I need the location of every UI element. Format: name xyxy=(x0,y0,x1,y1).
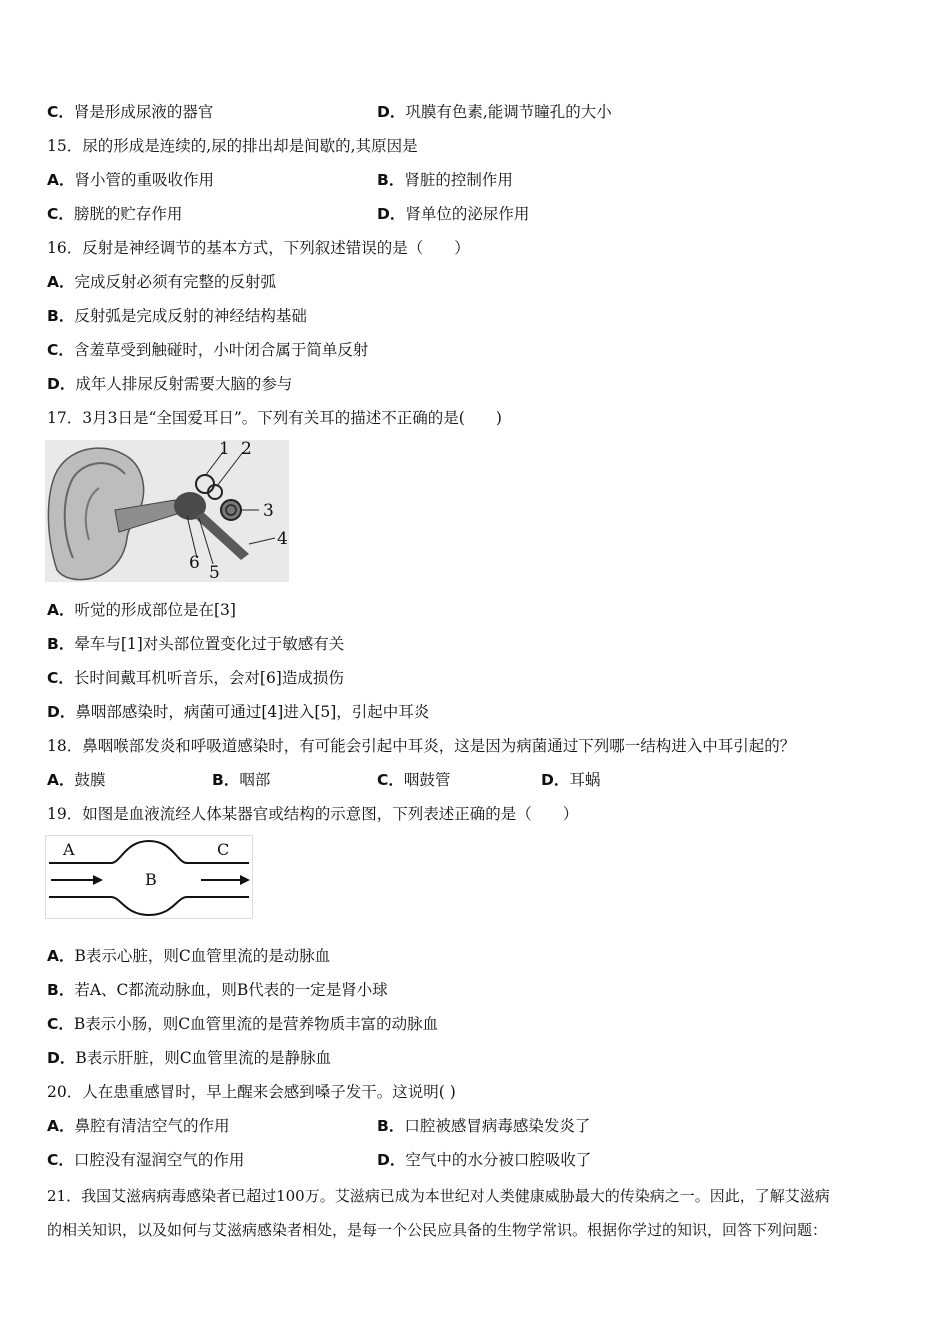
option-text: 听觉的形成部位是在[3] xyxy=(74,601,236,619)
q18-option-d xyxy=(541,770,600,790)
option-text: 含羞草受到触碰时，小叶闭合属于简单反射 xyxy=(73,341,369,359)
q20-option-d xyxy=(377,1150,591,1170)
option-label: D． xyxy=(377,205,406,223)
q18-option-a xyxy=(47,770,106,790)
option-text: 空气中的水分被口腔吸收了 xyxy=(405,1151,592,1169)
option-text: 咽鼓管 xyxy=(403,771,451,789)
q16-stem: 16．反射是神经调节的基本方式，下列叙述错误的是（ ） xyxy=(47,239,470,257)
option-text: 巩膜有色素,能调节瞳孔的大小 xyxy=(405,103,612,121)
q19-stem: 19．如图是血液流经人体某器官或结构的示意图，下列表述正确的是（ ） xyxy=(47,805,579,823)
option-label: B． xyxy=(377,171,405,189)
q18-stem: 18．鼻咽喉部发炎和呼吸道感染时，有可能会引起中耳炎，这是因为病菌通过下列哪一结构进入中耳引起的？ xyxy=(47,737,796,755)
q19-option-d xyxy=(47,1048,331,1068)
option-label: D． xyxy=(47,375,76,393)
option-text: 鼻咽部感染时，病菌可通过[4]进入[5]，引起中耳炎 xyxy=(75,703,430,721)
option-text: 咽部 xyxy=(239,771,271,789)
option-text: 反射弧是完成反射的神经结构基础 xyxy=(74,307,307,325)
option-label: C． xyxy=(47,669,74,687)
q19-option-b xyxy=(47,980,388,1000)
q20-option-c xyxy=(47,1150,244,1170)
option-label: C． xyxy=(377,771,404,789)
option-label: A． xyxy=(47,1117,75,1135)
option-text: 长时间戴耳机听音乐，会对[6]造成损伤 xyxy=(73,669,344,687)
option-text: 成年人排尿反射需要大脑的参与 xyxy=(75,375,293,393)
option-text: 肾单位的泌尿作用 xyxy=(405,205,530,223)
q17-option-b xyxy=(47,634,344,654)
q16-option-c xyxy=(47,340,368,360)
q19-option-c xyxy=(47,1014,438,1034)
ear-label-1: 1 xyxy=(219,440,230,459)
ear-label-2: 2 xyxy=(241,440,252,459)
option-label: B． xyxy=(47,307,75,325)
option-label: B． xyxy=(377,1117,405,1135)
option-label: C． xyxy=(47,341,74,359)
option-label: A． xyxy=(47,947,75,965)
q19-option-a xyxy=(47,946,330,966)
ear-label-6: 6 xyxy=(189,553,200,573)
q17-option-a xyxy=(47,600,236,620)
q15-option-c xyxy=(47,204,182,224)
option-label: D． xyxy=(541,771,570,789)
q18-option-c xyxy=(377,770,450,790)
option-label: C． xyxy=(47,103,74,121)
option-text: 口腔被感冒病毒感染发炎了 xyxy=(404,1117,591,1135)
option-text: 鼻腔有清洁空气的作用 xyxy=(74,1117,230,1135)
option-label: A． xyxy=(47,771,75,789)
q17-option-c xyxy=(47,668,344,688)
q15-option-b xyxy=(377,170,513,190)
option-text: 肾是形成尿液的器官 xyxy=(73,103,214,121)
option-label: B． xyxy=(47,981,75,999)
option-text: B表示小肠，则C血管里流的是营养物质丰富的动脉血 xyxy=(73,1015,439,1033)
option-label: B． xyxy=(47,635,75,653)
q21-stem-line-2: 的相关知识，以及如何与艾滋病感染者相处，是每一个公民应具备的生物学常识。根据你学过的知识，回答下列问题： xyxy=(47,1221,828,1239)
option-text: 口腔没有湿润空气的作用 xyxy=(73,1151,245,1169)
option-text: 肾脏的控制作用 xyxy=(404,171,513,189)
option-text: 完成反射必须有完整的反射弧 xyxy=(74,273,277,291)
q20-option-b xyxy=(377,1116,590,1136)
q17-option-d xyxy=(47,702,429,722)
option-label: C． xyxy=(47,1015,74,1033)
option-label: D． xyxy=(47,703,76,721)
option-label: C． xyxy=(47,205,74,223)
q16-option-b xyxy=(47,306,307,326)
option-text: 膀胱的贮存作用 xyxy=(73,205,183,223)
option-text: 鼓膜 xyxy=(74,771,106,789)
ear-label-4: 4 xyxy=(277,529,288,549)
ear-label-5: 5 xyxy=(209,563,220,582)
option-text: 耳蜗 xyxy=(569,771,601,789)
option-label: D． xyxy=(377,103,406,121)
vessel-label-a: A xyxy=(63,840,75,859)
q18-option-b xyxy=(212,770,270,790)
ear-anatomy-figure xyxy=(45,440,289,582)
q17-stem: 17．3月3日是“全国爱耳日”。下列有关耳的描述不正确的是( ) xyxy=(47,409,502,427)
q15-option-d xyxy=(377,204,529,224)
q14-option-d xyxy=(377,102,612,122)
blood-flow-figure xyxy=(45,835,253,919)
option-label: D． xyxy=(47,1049,76,1067)
q15-stem: 15．尿的形成是连续的,尿的排出却是间歇的,其原因是 xyxy=(47,137,418,155)
option-text: B表示肝脏，则C血管里流的是静脉血 xyxy=(75,1049,332,1067)
vessel-label-c: C xyxy=(217,840,230,859)
q16-option-a xyxy=(47,272,276,292)
option-label: B． xyxy=(212,771,240,789)
ear-label-3: 3 xyxy=(263,501,274,521)
option-text: 晕车与[1]对头部位置变化过于敏感有关 xyxy=(74,635,345,653)
option-label: A． xyxy=(47,171,75,189)
option-label: D． xyxy=(377,1151,406,1169)
ear-anatomy-svg xyxy=(45,440,289,582)
option-label: A． xyxy=(47,273,75,291)
q20-stem: 20．人在患重感冒时，早上醒来会感到嗓子发干。这说明( ) xyxy=(47,1083,456,1101)
q16-option-d xyxy=(47,374,292,394)
option-label: A． xyxy=(47,601,75,619)
q20-option-a xyxy=(47,1116,230,1136)
option-text: 肾小管的重吸收作用 xyxy=(74,171,215,189)
option-label: C． xyxy=(47,1151,74,1169)
q14-option-c xyxy=(47,102,213,122)
option-text: B表示心脏，则C血管里流的是动脉血 xyxy=(74,947,331,965)
option-text: 若A、C都流动脉血，则B代表的一定是肾小球 xyxy=(74,981,388,999)
q21-stem-line-1: 21．我国艾滋病病毒感染者已超过100万。艾滋病已成为本世纪对人类健康威胁最大的传染病之一。因此，了解艾滋病 xyxy=(47,1187,830,1205)
organ-label-b: B xyxy=(145,870,157,889)
q15-option-a xyxy=(47,170,214,190)
blood-flow-svg xyxy=(45,835,253,919)
